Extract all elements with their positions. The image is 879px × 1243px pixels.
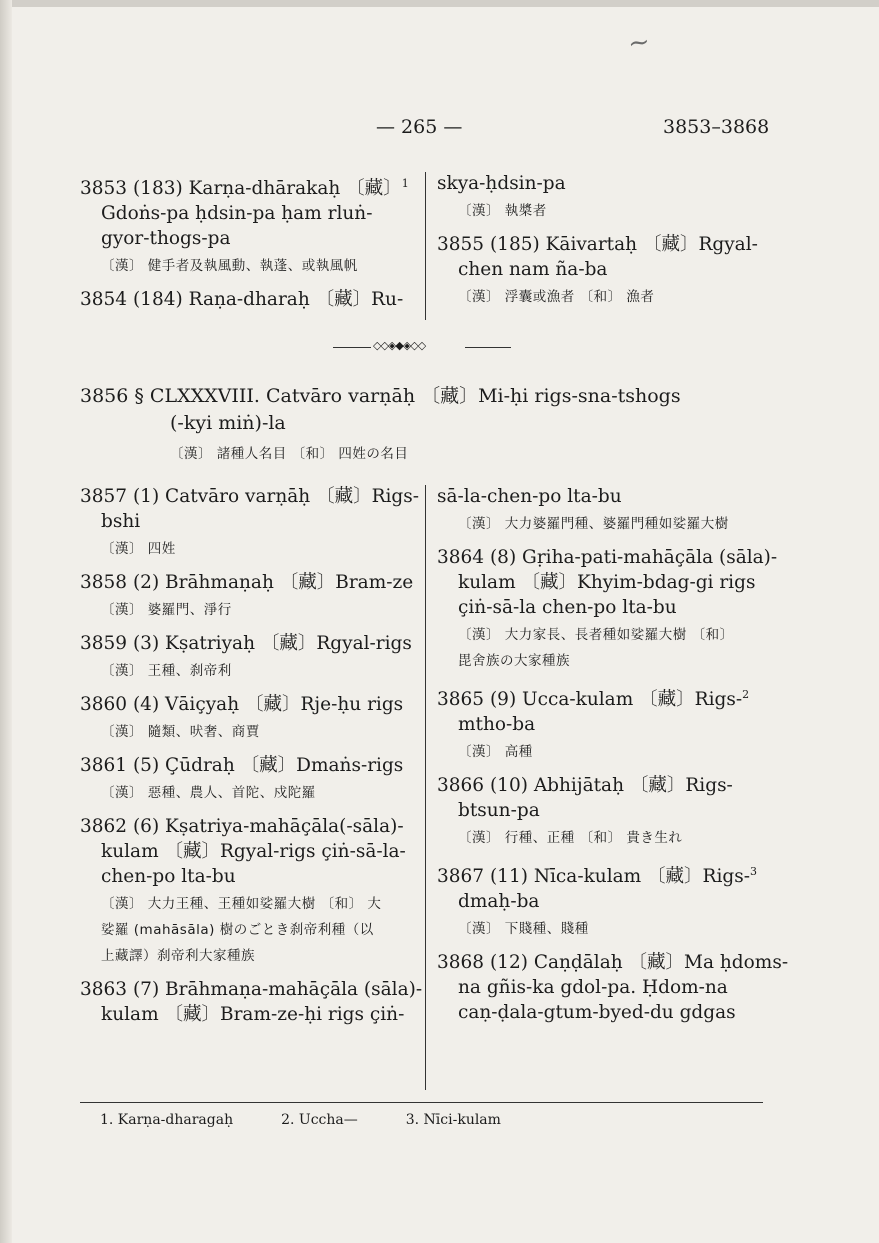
entry-line: kulam 〔藏〕Bram-ze-ḥi rigs çiṅ-	[101, 1004, 405, 1025]
chinese-japanese-gloss: 〔漢〕 四姓	[101, 541, 176, 557]
left-column	[80, 484, 423, 1037]
chinese-japanese-gloss: 娑羅 (mahāsāla) 樹のごとき刹帝利種（以	[101, 922, 374, 938]
entry-line: 3865 (9) Ucca-kulam 〔藏〕Rigs-$^2$	[437, 688, 750, 711]
entry-line: 3861 (5) Çūdraḥ 〔藏〕Dmaṅs-rigs	[80, 755, 404, 776]
entry-line: 3855 (185) Kāivartaḥ 〔藏〕Rgyal-	[437, 234, 758, 255]
entry-line: chen-po lta-bu	[101, 866, 236, 887]
entry-line: sā-la-chen-po lta-bu	[437, 486, 622, 507]
entry-line: 3864 (8) Gṛiha-pati-mahāçāla (sāla)-	[437, 547, 778, 568]
entry-line: caṇ-ḍala-gtum-byed-du gdgas	[458, 1002, 736, 1024]
ornament: ◇◇◈◆◈◇◇	[373, 339, 426, 352]
entry-line: 3866 (10) Abhijātaḥ 〔藏〕Rigs-	[437, 775, 733, 797]
entry-line: kulam 〔藏〕Rgyal-rigs çiṅ-sā-la-	[101, 841, 406, 862]
dictionary-entry	[80, 753, 415, 804]
dictionary-entry	[437, 484, 772, 535]
section-line-2: (-kyi miṅ)-la	[170, 412, 286, 434]
dictionary-entry	[80, 631, 415, 682]
chinese-japanese-gloss: 〔漢〕 婆羅門、淨行	[101, 602, 232, 618]
footnote-marker: 3	[750, 865, 757, 879]
dictionary-entry	[80, 692, 415, 743]
chinese-japanese-gloss: 〔漢〕 高種	[458, 744, 533, 761]
section-heading	[80, 383, 681, 467]
dictionary-entry	[80, 484, 420, 560]
entry-line: mtho-ba	[458, 714, 536, 736]
footnote-marker: 1	[401, 177, 409, 190]
entry-line: skya-ḥdsin-pa	[437, 173, 566, 194]
dictionary-entry	[80, 977, 423, 1027]
entry-line: 3868 (12) Caṇḍālaḥ 〔藏〕Ma ḥdoms-	[437, 952, 789, 974]
section-divider	[333, 339, 511, 354]
page-edge	[0, 0, 879, 7]
entry-line: 3867 (11) Nīca-kulam 〔藏〕Rigs-$^3$	[437, 865, 757, 888]
dictionary-entry	[437, 950, 789, 1025]
entry-line: gyor-thogs-pa	[101, 228, 231, 250]
dictionary-entry	[80, 814, 415, 967]
column-divider-main	[425, 485, 426, 1090]
dictionary-entry	[80, 287, 410, 312]
right-column	[437, 484, 789, 1035]
chinese-japanese-gloss: 上藏譯）刹帝利大家種族	[101, 948, 255, 964]
dictionary-entry	[437, 171, 767, 222]
dictionary-entry	[437, 773, 772, 849]
chinese-japanese-gloss: 〔漢〕 大力家長、長者種如娑羅大樹 〔和〕	[458, 627, 734, 643]
chinese-japanese-gloss: 〔漢〕 浮囊或漁者 〔和〕 漁者	[458, 289, 655, 305]
top-left-column	[80, 171, 410, 322]
chinese-japanese-gloss: 〔漢〕 惡種、農人、首陀、戍陀羅	[101, 785, 316, 801]
chinese-japanese-gloss: 〔漢〕 下賤種、賤種	[458, 921, 589, 938]
entry-line: kulam 〔藏〕Khyim-bdag-gi rigs	[458, 572, 756, 593]
top-right-column	[437, 171, 767, 318]
footnote: 2. Uccha—	[281, 1112, 358, 1128]
chinese-japanese-gloss: 毘舍族の大家種族	[458, 653, 570, 669]
column-divider-top	[425, 172, 426, 320]
chinese-japanese-gloss: 〔漢〕 王種、刹帝利	[101, 663, 232, 679]
entry-line: na gñis-ka gdol-pa. Ḥdom-na	[458, 977, 728, 999]
entry-line: 3863 (7) Brāhmaṇa-mahāçāla (sāla)-	[80, 979, 423, 1000]
dictionary-entry	[80, 570, 415, 621]
dictionary-entry	[437, 232, 767, 308]
chinese-japanese-gloss: 〔漢〕 執槳者	[458, 203, 547, 219]
dictionary-entry	[437, 545, 778, 672]
chinese-japanese-gloss: 〔漢〕 隨類、吠奢、商賈	[101, 724, 260, 740]
entry-line: 3859 (3) Kṣatriyaḥ 〔藏〕Rgyal-rigs	[80, 633, 412, 654]
footnotes	[100, 1112, 549, 1128]
binding-shadow	[0, 0, 12, 1243]
section-cjk: 〔漢〕 諸種人名目 〔和〕 四姓の名目	[170, 446, 409, 462]
entry-line: 3858 (2) Brāhmaṇaḥ 〔藏〕Bram-ze	[80, 572, 414, 593]
entry-line: bshi	[101, 511, 141, 532]
footnote-rule	[80, 1102, 763, 1103]
pencil-mark: ~	[626, 26, 652, 60]
entry-line: dmaḥ-ba	[458, 891, 540, 913]
section-line-1: 3856 § CLXXXVIII. Catvāro varṇāḥ 〔藏〕Mi-ḥi rigs-sna-tshogs	[80, 385, 681, 407]
entry-line: 3860 (4) Vāiçyaḥ 〔藏〕Rje-ḥu rigs	[80, 694, 404, 715]
entry-line: 3854 (184) Raṇa-dharaḥ 〔藏〕Ru-	[80, 289, 404, 311]
footnote: 1. Karṇa-dharagaḥ	[100, 1112, 234, 1128]
dictionary-entry	[80, 171, 410, 277]
entry-line: 3857 (1) Catvāro varṇāḥ 〔藏〕Rigs-	[80, 486, 420, 507]
footnote-marker: 2	[742, 688, 750, 701]
dictionary-entry	[437, 859, 772, 940]
chinese-japanese-gloss: 〔漢〕 大力婆羅門種、婆羅門種如娑羅大樹	[458, 516, 729, 532]
entry-line: 3862 (6) Kṣatriya-mahāçāla(-sāla)-	[80, 816, 404, 837]
entry-line: chen nam ña-ba	[458, 259, 608, 280]
dictionary-entry	[437, 682, 772, 763]
footnote: 3. Nīci-kulam	[405, 1112, 501, 1128]
entry-line: 3853 (183) Karṇa-dhārakaḥ 〔藏〕$^1$	[80, 177, 409, 200]
page-number: — 265 —	[376, 116, 463, 138]
chinese-japanese-gloss: 〔漢〕 大力王種、王種如娑羅大樹 〔和〕 大	[101, 896, 382, 912]
chinese-japanese-gloss: 〔漢〕 健手者及執風動、執蓬、或執風帆	[101, 258, 358, 275]
entry-line: çiṅ-sā-la chen-po lta-bu	[458, 597, 677, 618]
chinese-japanese-gloss: 〔漢〕 行種、正種 〔和〕 貴き生れ	[458, 830, 683, 847]
entry-line: btsun-pa	[458, 800, 540, 822]
entry-line: Gdoṅs-pa ḥdsin-pa ḥam rluṅ-	[101, 203, 373, 225]
entry-range: 3853–3868	[663, 116, 770, 138]
